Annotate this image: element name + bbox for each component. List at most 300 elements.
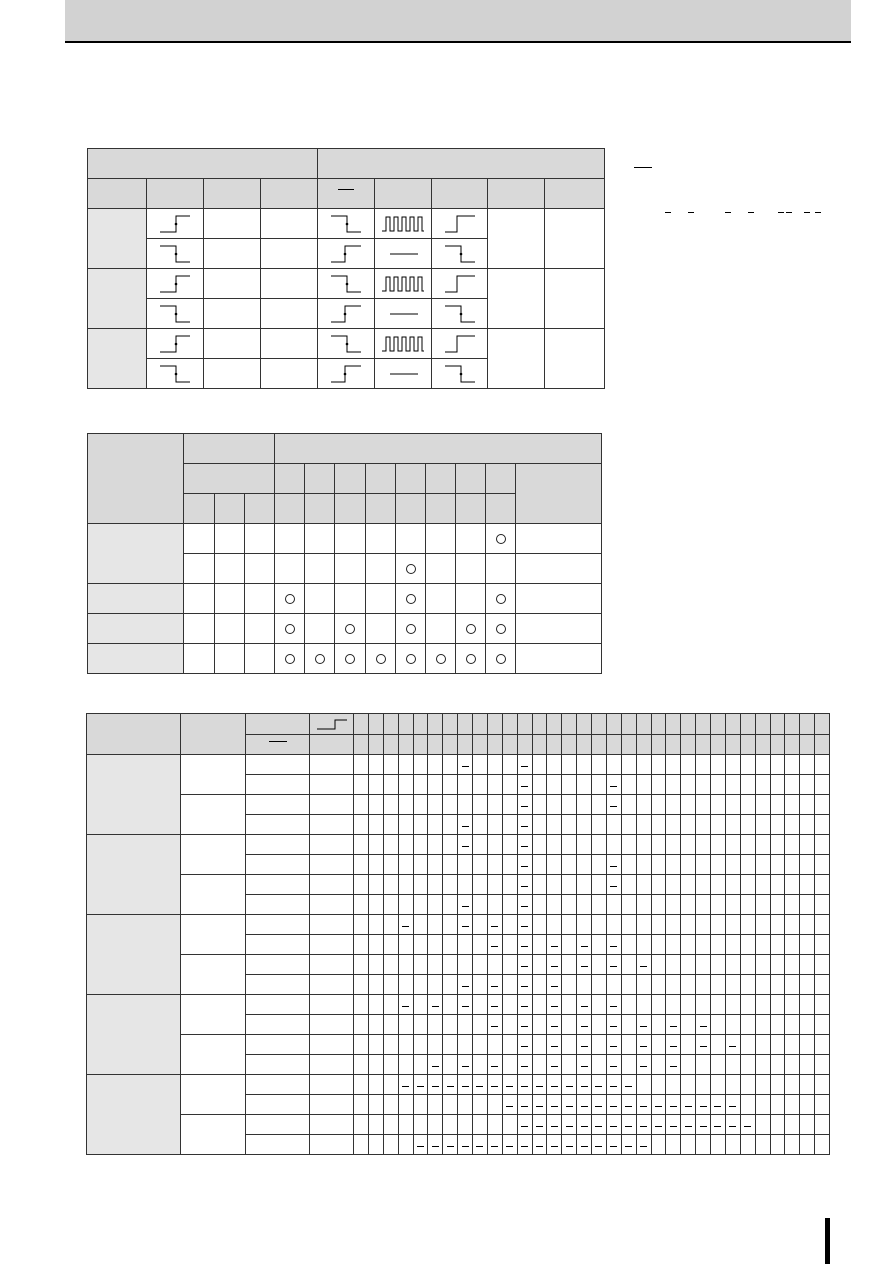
timing-dash-mark [521,1146,528,1147]
timing-tick-cell [681,1075,696,1095]
timing-tick-cell [770,915,785,935]
timing-tick-cell [815,955,830,975]
table1-cell [488,209,545,269]
timing-tick-cell [666,1055,681,1075]
timing-tick-cell [428,935,443,955]
timing-tick-cell [740,775,755,795]
timing-tick-cell [547,1095,562,1115]
timing-tick-cell [428,1135,443,1155]
pulse-train-icon [375,329,432,359]
table2-cell [215,644,245,674]
timing-tick-cell [592,875,607,895]
timing-tick-cell [368,875,383,895]
timing-tick-cell [740,1075,755,1095]
timing-tick-cell [532,1015,547,1035]
timing-tick-cell [606,1055,621,1075]
table3-tick-header [487,714,502,735]
timing-tick-cell [577,1035,592,1055]
timing-tick-cell [666,775,681,795]
timing-dash-mark [521,1086,528,1087]
timing-tick-cell [532,835,547,855]
timing-tick-cell [458,815,473,835]
timing-tick-cell [740,1135,755,1155]
timing-tick-cell [443,815,458,835]
timing-dash-mark [536,1086,543,1087]
timing-dash-mark [491,1086,498,1087]
timing-tick-cell [443,975,458,995]
timing-dash-mark [551,946,558,947]
timing-tick-cell [770,775,785,795]
table3-group-label [87,995,181,1075]
timing-tick-cell [562,1035,577,1055]
timing-tick-cell [502,1035,517,1055]
timing-dash-mark [521,1106,528,1107]
timing-tick-cell [815,1015,830,1035]
timing-tick-cell [785,975,800,995]
timing-tick-cell [606,815,621,835]
timing-tick-cell [502,1115,517,1135]
timing-tick-cell [428,975,443,995]
timing-tick-cell [458,1055,473,1075]
rise-edge-icon [147,209,204,239]
table2-cell [305,644,335,674]
timing-tick-cell [651,915,666,935]
timing-tick-cell [711,935,726,955]
timing-tick-cell [592,1035,607,1055]
table1-cell [261,359,318,389]
timing-dash-mark [462,1066,469,1067]
timing-tick-cell [785,995,800,1015]
timing-tick-cell [696,935,711,955]
timing-tick-cell [383,1015,398,1035]
table3-tick-header [606,714,621,735]
timing-dash-mark [491,926,498,927]
timing-tick-cell [621,1115,636,1135]
timing-tick-cell [517,1015,532,1035]
rise-edge-icon [432,269,488,299]
timing-tick-cell [562,1115,577,1135]
timing-tick-cell [770,795,785,815]
timing-tick-cell [502,955,517,975]
timing-tick-cell [725,875,740,895]
timing-tick-cell [354,1135,369,1155]
timing-tick-cell [577,995,592,1015]
timing-tick-cell [636,835,651,855]
table3-header [246,735,310,755]
table2-cell [486,644,516,674]
table3-cell [246,1015,310,1035]
timing-tick-cell [725,1075,740,1095]
timing-tick-cell [681,775,696,795]
timing-dash-mark [581,1046,588,1047]
timing-tick-cell [636,955,651,975]
timing-tick-cell [592,1135,607,1155]
timing-tick-cell [577,875,592,895]
flat-line-icon [375,299,432,329]
timing-dash-mark [581,1026,588,1027]
side-notes [620,140,840,240]
timing-tick-cell [711,975,726,995]
timing-tick-cell [517,935,532,955]
timing-tick-cell [532,995,547,1015]
timing-tick-cell [800,775,815,795]
circle-mark-icon [345,654,355,664]
timing-tick-cell [577,975,592,995]
timing-tick-cell [368,1015,383,1035]
timing-tick-cell [368,1055,383,1075]
timing-tick-cell [815,935,830,955]
table1-col-header [375,179,432,209]
timing-tick-cell [354,1095,369,1115]
timing-tick-cell [711,755,726,775]
timing-tick-cell [651,975,666,995]
timing-dash-mark [670,1106,677,1107]
timing-tick-cell [428,855,443,875]
timing-tick-cell [815,1095,830,1115]
timing-tick-cell [725,1055,740,1075]
timing-tick-cell [681,1015,696,1035]
table1-cell [204,329,261,359]
timing-tick-cell [443,1135,458,1155]
timing-tick-cell [711,915,726,935]
table1-cell [204,269,261,299]
timing-tick-cell [577,855,592,875]
timing-tick-cell [577,775,592,795]
timing-tick-cell [651,955,666,975]
timing-tick-cell [398,775,413,795]
table3-tick-header [577,735,592,755]
timing-tick-cell [398,835,413,855]
table3-tick-header [502,714,517,735]
table3-tick-header [740,714,755,735]
table3-cell [246,1075,310,1095]
timing-tick-cell [562,915,577,935]
table2-cell [486,524,516,554]
timing-tick-cell [651,895,666,915]
table2-cell [486,554,516,584]
timing-tick-cell [413,1055,428,1075]
table3-cell [310,915,354,935]
table3-cell [310,1115,354,1135]
timing-tick-cell [428,795,443,815]
timing-tick-cell [681,1115,696,1135]
table3-tick-header [368,714,383,735]
timing-tick-cell [398,855,413,875]
timing-tick-cell [592,835,607,855]
timing-tick-cell [755,935,770,955]
timing-tick-cell [473,975,488,995]
timing-tick-cell [740,1035,755,1055]
circle-mark-icon [376,654,386,664]
timing-tick-cell [651,855,666,875]
timing-tick-cell [651,775,666,795]
table3-cell [246,1135,310,1155]
timing-tick-cell [606,875,621,895]
timing-tick-cell [606,895,621,915]
table-3 [86,713,830,1155]
timing-tick-cell [562,1095,577,1115]
timing-dash-mark [640,1066,647,1067]
circle-mark-icon [466,624,476,634]
overline-mark [269,741,287,742]
table2-cell [245,584,275,614]
timing-tick-cell [383,855,398,875]
timing-tick-cell [770,855,785,875]
timing-tick-cell [532,895,547,915]
timing-tick-cell [428,1055,443,1075]
timing-tick-cell [785,1095,800,1115]
table1-col-header [318,179,375,209]
timing-tick-cell [606,775,621,795]
table2-cell [215,614,245,644]
timing-tick-cell [547,975,562,995]
timing-tick-cell [368,755,383,775]
timing-tick-cell [815,855,830,875]
timing-tick-cell [666,935,681,955]
timing-tick-cell [785,1135,800,1155]
table3-tick-header [517,714,532,735]
timing-dash-mark [610,886,617,887]
timing-dash-mark [462,1146,469,1147]
timing-dash-mark [595,1146,602,1147]
timing-tick-cell [398,875,413,895]
timing-tick-cell [428,835,443,855]
timing-dash-mark [551,1066,558,1067]
timing-dash-mark [521,786,528,787]
timing-tick-cell [354,755,369,775]
timing-tick-cell [368,1095,383,1115]
table2-header-group [275,434,602,464]
timing-tick-cell [443,955,458,975]
timing-tick-cell [725,775,740,795]
timing-tick-cell [621,1095,636,1115]
timing-tick-cell [651,1115,666,1135]
timing-tick-cell [740,935,755,955]
timing-tick-cell [487,1095,502,1115]
timing-dash-mark [506,1106,513,1107]
timing-tick-cell [651,995,666,1015]
timing-tick-cell [592,975,607,995]
circle-mark-icon [285,594,295,604]
table3-subgroup-label [181,875,246,915]
table2-cell [366,584,396,614]
table3-row [87,915,830,935]
timing-tick-cell [785,795,800,815]
table2-cell [215,554,245,584]
timing-dash-mark [610,1146,617,1147]
timing-tick-cell [487,875,502,895]
timing-dash-mark [640,1026,647,1027]
timing-tick-cell [621,1015,636,1035]
table2-cell [184,554,215,584]
timing-tick-cell [398,1095,413,1115]
timing-tick-cell [696,815,711,835]
rise-edge-icon [318,359,375,389]
timing-tick-cell [815,895,830,915]
timing-tick-cell [383,1095,398,1115]
table3-tick-header [532,735,547,755]
timing-tick-cell [383,1115,398,1135]
table3-tick-header [725,714,740,735]
table3-subgroup-label [181,915,246,955]
table2-cell [426,584,456,614]
table2-header-group [184,434,275,464]
timing-tick-cell [666,795,681,815]
timing-tick-cell [502,815,517,835]
table2-cell [396,584,426,614]
table3-subgroup-label [181,1035,246,1075]
table2-cell [245,644,275,674]
table1-cell [204,209,261,239]
timing-tick-cell [473,1075,488,1095]
timing-tick-cell [696,915,711,935]
timing-dash-mark [566,1086,573,1087]
timing-tick-cell [711,895,726,915]
timing-dash-mark [685,1126,692,1127]
timing-tick-cell [606,755,621,775]
timing-tick-cell [547,915,562,935]
table-1 [87,148,605,389]
timing-dash-mark [551,1086,558,1087]
timing-dash-mark [402,926,409,927]
circle-mark-icon [496,594,506,604]
table3-subgroup-label [181,1115,246,1155]
circle-mark-icon [285,654,295,664]
timing-tick-cell [770,955,785,975]
timing-tick-cell [517,1035,532,1055]
timing-tick-cell [562,875,577,895]
table3-row [87,755,830,775]
table3-tick-header [592,735,607,755]
timing-tick-cell [651,755,666,775]
timing-tick-cell [666,915,681,935]
table3-tick-header [383,735,398,755]
timing-tick-cell [815,875,830,895]
table3-tick-header [770,714,785,735]
table3-tick-header [502,735,517,755]
timing-tick-cell [517,895,532,915]
timing-dash-mark [491,1146,498,1147]
timing-tick-cell [502,775,517,795]
table1-col-header [545,179,605,209]
table3-tick-header [666,735,681,755]
timing-tick-cell [681,1035,696,1055]
timing-tick-cell [696,955,711,975]
timing-tick-cell [487,1015,502,1035]
timing-tick-cell [383,795,398,815]
fall-edge-icon [147,239,204,269]
timing-dash-mark [595,1086,602,1087]
timing-tick-cell [725,1095,740,1115]
timing-tick-cell [458,915,473,935]
table2-cell [335,644,366,674]
timing-tick-cell [725,935,740,955]
timing-tick-cell [577,1135,592,1155]
timing-tick-cell [636,895,651,915]
table3-cell [246,1035,310,1055]
timing-tick-cell [681,955,696,975]
pulse-train-icon [375,209,432,239]
timing-tick-cell [473,1135,488,1155]
timing-tick-cell [517,975,532,995]
timing-tick-cell [354,875,369,895]
timing-tick-cell [696,835,711,855]
timing-tick-cell [725,815,740,835]
timing-tick-cell [592,915,607,935]
table2-cell [516,584,602,614]
timing-tick-cell [770,1035,785,1055]
timing-tick-cell [354,995,369,1015]
timing-tick-cell [532,1075,547,1095]
table2-cell [275,584,305,614]
timing-tick-cell [354,1055,369,1075]
fall-edge-icon [147,299,204,329]
timing-tick-cell [725,995,740,1015]
timing-tick-cell [711,875,726,895]
timing-tick-cell [592,815,607,835]
timing-tick-cell [800,835,815,855]
timing-tick-cell [592,995,607,1015]
timing-tick-cell [725,755,740,775]
timing-dash-mark [640,1146,647,1147]
timing-tick-cell [621,875,636,895]
table3-tick-header [383,714,398,735]
timing-tick-cell [368,955,383,975]
timing-tick-cell [383,1055,398,1075]
timing-tick-cell [621,815,636,835]
timing-dash-mark [506,1146,513,1147]
timing-tick-cell [770,1055,785,1075]
timing-tick-cell [458,1035,473,1055]
timing-tick-cell [592,935,607,955]
timing-tick-cell [532,755,547,775]
table3-cell [310,1015,354,1035]
timing-tick-cell [547,835,562,855]
table2-row [88,644,602,674]
timing-tick-cell [383,975,398,995]
timing-tick-cell [473,1015,488,1035]
circle-mark-icon [315,654,325,664]
timing-tick-cell [517,875,532,895]
table3-cell [246,855,310,875]
timing-tick-cell [606,935,621,955]
timing-tick-cell [458,795,473,815]
timing-tick-cell [547,875,562,895]
table3-tick-header [413,735,428,755]
timing-tick-cell [398,1075,413,1095]
timing-tick-cell [443,935,458,955]
timing-tick-cell [562,795,577,815]
table1-cell [261,329,318,359]
table3-cell [310,755,354,775]
timing-tick-cell [621,1135,636,1155]
timing-tick-cell [517,755,532,775]
timing-dash-mark [610,946,617,947]
timing-tick-cell [413,1135,428,1155]
timing-tick-cell [636,935,651,955]
timing-tick-cell [666,875,681,895]
timing-dash-mark [476,1146,483,1147]
timing-dash-mark [476,1086,483,1087]
circle-mark-icon [496,534,506,544]
table2-row [88,614,602,644]
timing-tick-cell [711,955,726,975]
timing-tick-cell [428,1095,443,1115]
timing-tick-cell [368,995,383,1015]
timing-tick-cell [532,815,547,835]
table3-tick-header [815,714,830,735]
timing-tick-cell [636,795,651,815]
